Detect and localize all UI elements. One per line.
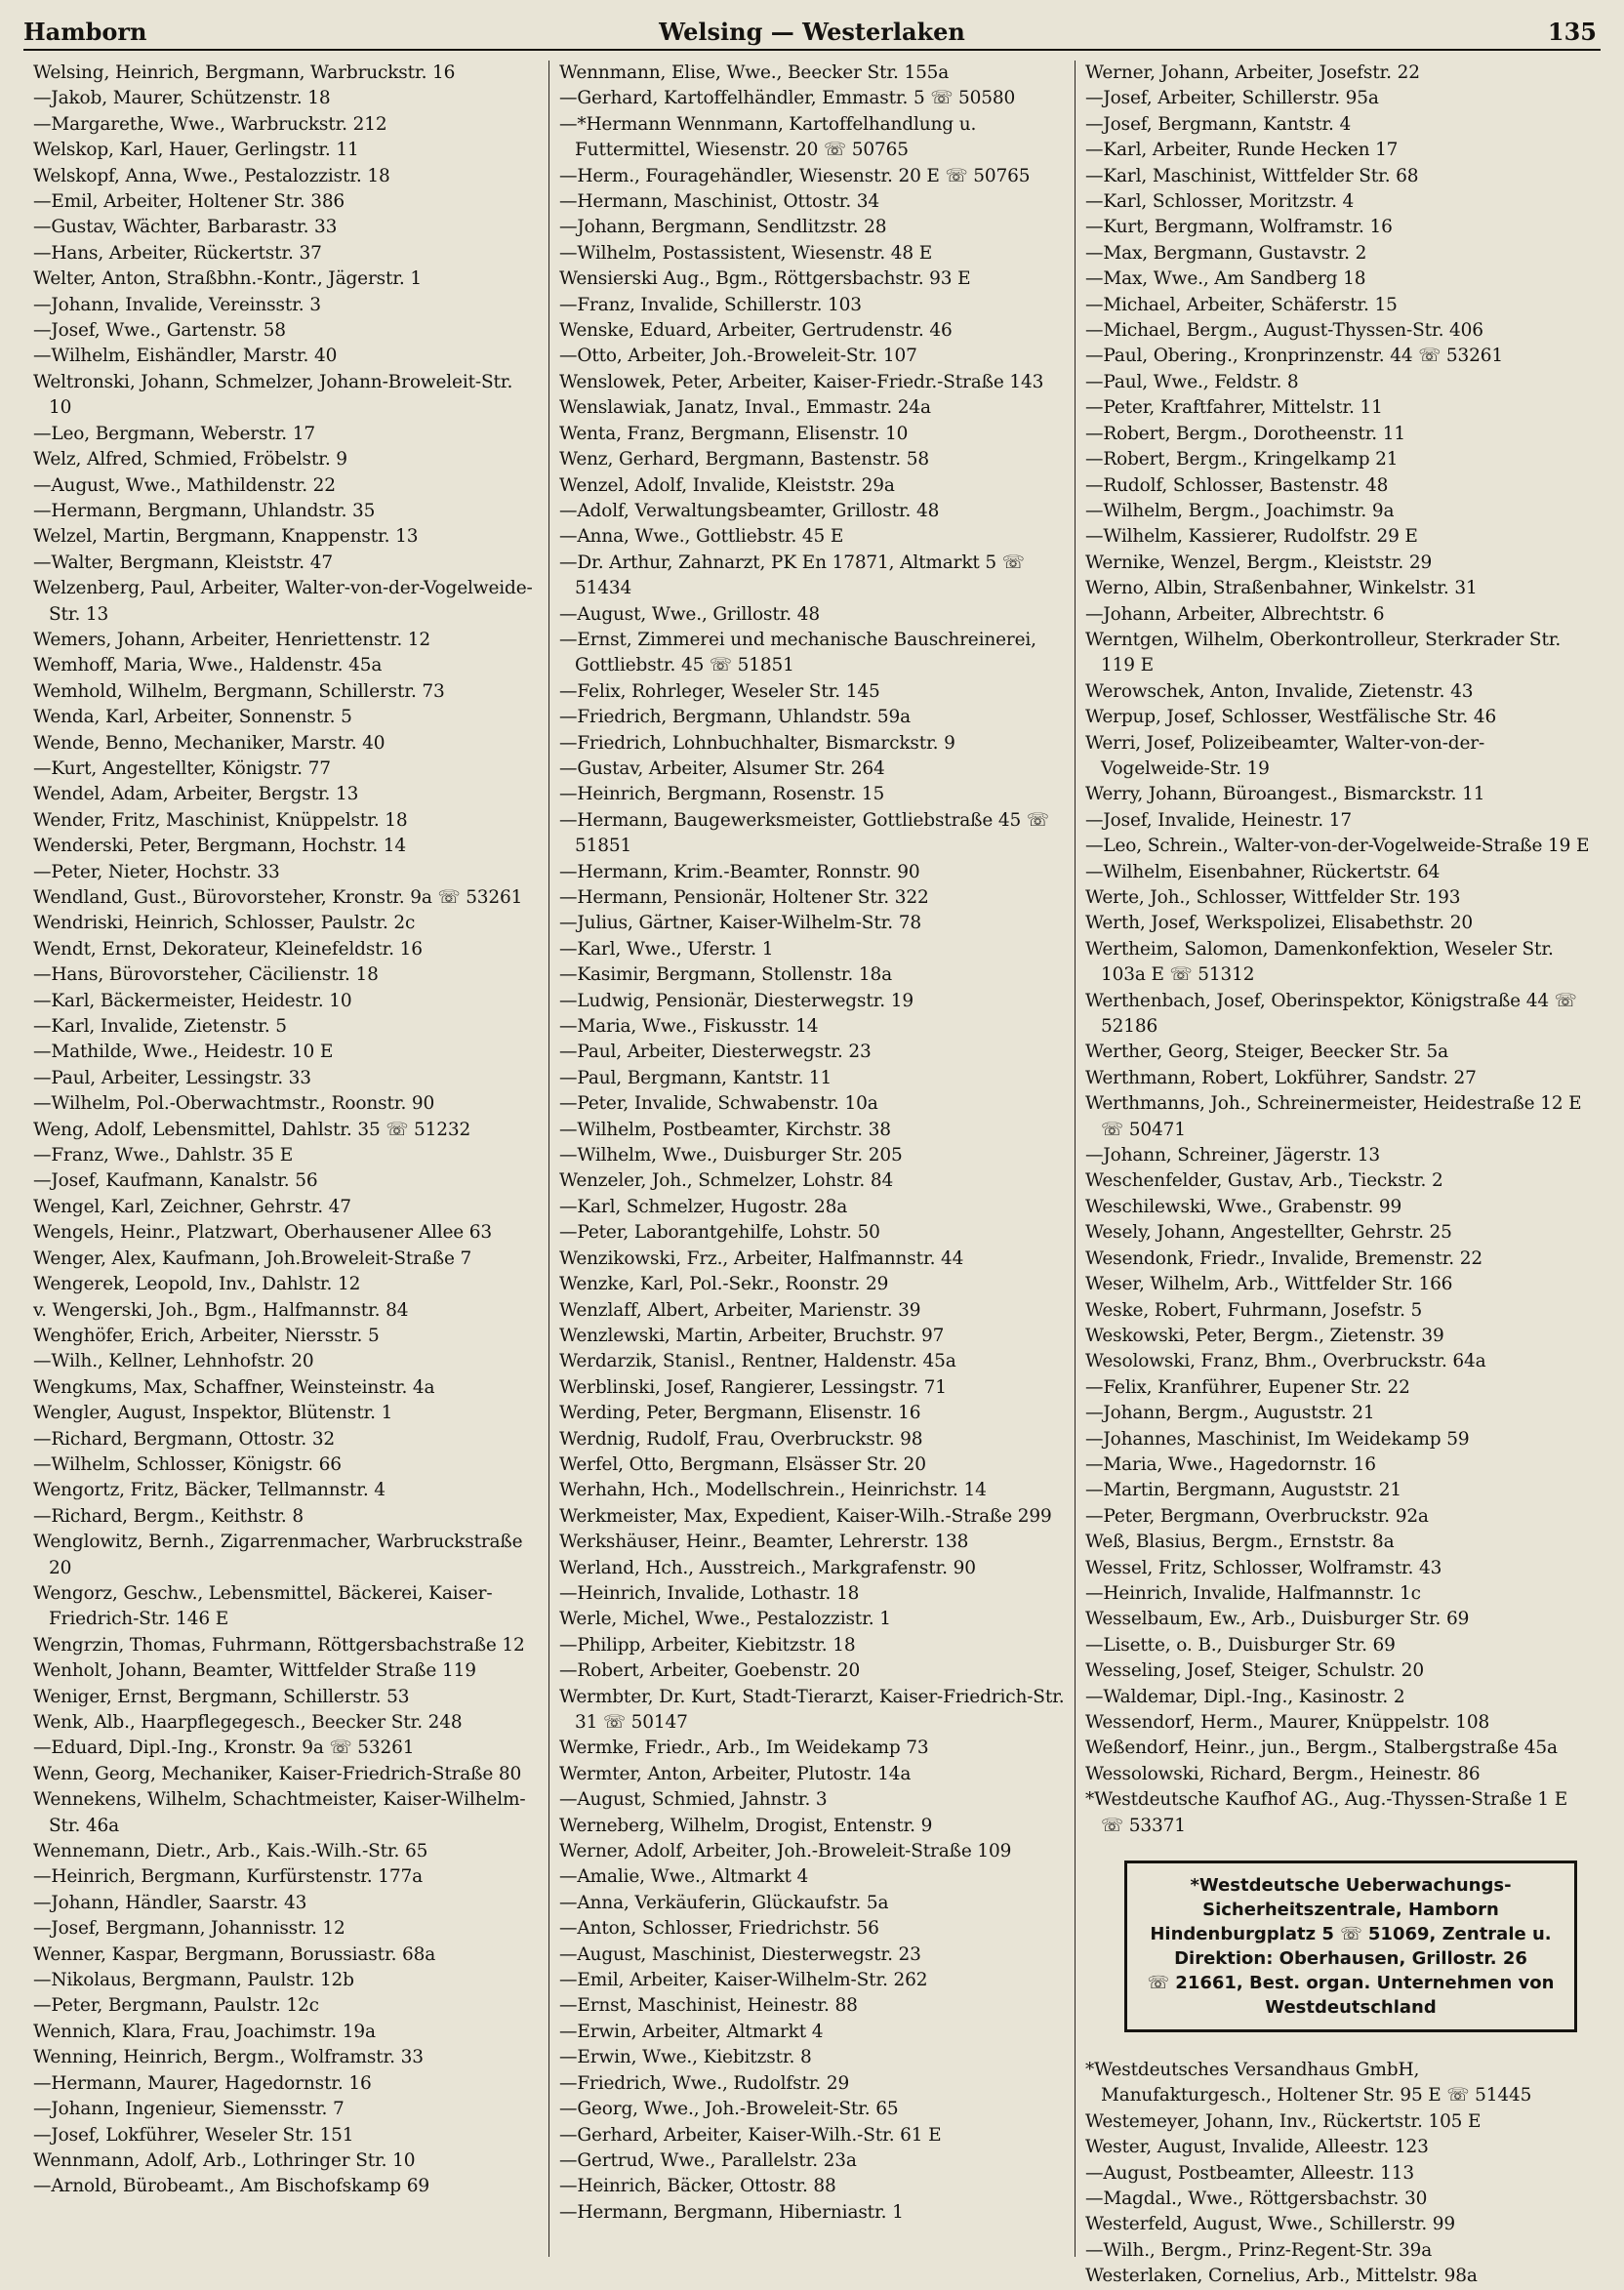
directory-entry: —Gerhard, Kartoffelhändler, Emmastr. 5 ☏ 50580 [559, 88, 1016, 109]
directory-entry: Wende, Benno, Mechaniker, Marstr. 40 [33, 732, 386, 754]
directory-entry: —Lisette, o. B., Duisburger Str. 69 [1085, 1634, 1396, 1656]
header-city: Hamborn [23, 18, 147, 46]
directory-entry: Werthmann, Robert, Lokführer, Sandstr. 27 [1085, 1067, 1477, 1088]
directory-entry: Wenner, Kaspar, Bergmann, Borussiastr. 68a [33, 1943, 436, 1965]
directory-entry: Wesseling, Josef, Steiger, Schulstr. 20 [1085, 1660, 1424, 1682]
directory-entry: —Paul, Bergmann, Kantstr. 11 [559, 1067, 832, 1088]
directory-entry: *Westdeutsches Versandhaus GmbH, Manufakturgesch., Holtener Str. 95 E ☏ 51445 [1085, 2060, 1532, 2106]
directory-entry: —Gerhard, Arbeiter, Kaiser-Wilh.-Str. 61 E [559, 2124, 942, 2146]
directory-entry: Westerfeld, August, Wwe., Schillerstr. 99 [1085, 2214, 1456, 2235]
directory-entry: Wennemann, Dietr., Arb., Kais.-Wilh.-Str. 65 [33, 1841, 428, 1862]
directory-entry: —Johannes, Maschinist, Im Weidekamp 59 [1085, 1428, 1470, 1450]
directory-entry: —Kurt, Angestellter, Königstr. 77 [33, 757, 331, 779]
directory-entry: Wermke, Friedr., Arb., Im Weidekamp 73 [559, 1738, 929, 1759]
directory-entry: Wermter, Anton, Arbeiter, Plutostr. 14a [559, 1763, 912, 1784]
directory-entry: —Heinrich, Bergmann, Rosenstr. 15 [559, 784, 885, 805]
page-header [23, 18, 1601, 51]
directory-entry: —Hermann, Maurer, Hagedornstr. 16 [33, 2072, 372, 2094]
directory-entry: —Richard, Bergmann, Ottostr. 32 [33, 1428, 336, 1450]
directory-entry: Wenzke, Karl, Pol.-Sekr., Roonstr. 29 [559, 1274, 889, 1295]
directory-entry: —*Hermann Wennmann, Kartoffelhandlung u. Futtermittel, Wiesenstr. 20 ☏ 50765 [559, 113, 977, 161]
directory-entry: —Peter, Bergmann, Paulstr. 12c [33, 1995, 319, 2017]
directory-entry: —Amalie, Wwe., Altmarkt 4 [559, 1866, 809, 1888]
directory-entry: —Wilhelm, Postassistent, Wiesenstr. 48 E [559, 242, 933, 264]
directory-entry: Werfel, Otto, Bergmann, Elsässer Str. 20 [559, 1453, 926, 1475]
directory-entry: Wengel, Karl, Zeichner, Gehrstr. 47 [33, 1196, 351, 1217]
directory-entry: —Karl, Invalide, Zietenstr. 5 [33, 1016, 287, 1038]
ad-line: Sicherheitszentrale, Hamborn [1202, 1900, 1499, 1921]
directory-entry: —Dr. Arthur, Zahnarzt, PK En 17871, Altmarkt 5 ☏ 51434 [559, 552, 1025, 599]
directory-entry: Wenzlewski, Martin, Arbeiter, Bruchstr. 97 [559, 1325, 945, 1346]
directory-entry: —August, Wwe., Mathildenstr. 22 [33, 474, 336, 496]
ad-line: ☏ 21661, Best. organ. Unternehmen von [1147, 1973, 1555, 1994]
directory-entry: Wengerek, Leopold, Inv., Dahlstr. 12 [33, 1274, 361, 1295]
directory-entry: Wenske, Eduard, Arbeiter, Gertrudenstr. 46 [559, 320, 953, 342]
directory-entry: Werntgen, Wilhelm, Oberkontrolleur, Sterkrader Str. 119 E [1085, 629, 1562, 676]
directory-entry: —Ernst, Zimmerei und mechanische Bauschreinerei, Gottliebstr. 45 ☏ 51851 [559, 629, 1036, 676]
directory-entry: —Emil, Arbeiter, Holtener Str. 386 [33, 191, 345, 213]
ad-line: Direktion: Oberhausen, Grillostr. 26 [1174, 1948, 1527, 1970]
directory-entry: —Arnold, Bürobeamt., Am Bischofskamp 69 [33, 2176, 429, 2197]
directory-entry: Wesselbaum, Ew., Arb., Duisburger Str. 69 [1085, 1609, 1470, 1630]
directory-entry: Werding, Peter, Bergmann, Elisenstr. 16 [559, 1403, 921, 1424]
directory-entry: —Karl, Schmelzer, Hugostr. 28a [559, 1196, 848, 1217]
directory-entry: Weschenfelder, Gustav, Arb., Tieckstr. 2 [1085, 1170, 1443, 1192]
directory-entry: —Martin, Bergmann, Auguststr. 21 [1085, 1480, 1401, 1501]
directory-entry: Westerlaken, Cornelius, Arb., Mittelstr. 98a [1085, 2266, 1478, 2287]
directory-entry: —Michael, Arbeiter, Schäferstr. 15 [1085, 294, 1398, 315]
directory-entry: —Johann, Ingenieur, Siemensstr. 7 [33, 2099, 345, 2120]
directory-entry: v. Wengerski, Joh., Bgm., Halfmannstr. 84 [33, 1299, 409, 1321]
directory-entry: Welzel, Martin, Bergmann, Knappenstr. 13 [33, 526, 419, 548]
directory-entry: —Wilh., Bergm., Prinz-Regent-Str. 39a [1085, 2239, 1433, 2261]
directory-entry: —Josef, Bergmann, Kantstr. 4 [1085, 113, 1352, 135]
directory-entry: —Wilhelm, Postbeamter, Kirchstr. 38 [559, 1119, 891, 1140]
directory-entry: —Johann, Schreiner, Jägerstr. 13 [1085, 1145, 1381, 1166]
directory-entry: Wengorz, Geschw., Lebensmittel, Bäckerei, Kaiser-Friedrich-Str. 146 E [33, 1582, 493, 1630]
directory-entry: Wesely, Johann, Angestellter, Gehrstr. 25 [1085, 1222, 1452, 1244]
directory-entry: Weniger, Ernst, Bergmann, Schillerstr. 53 [33, 1686, 410, 1707]
directory-entry: —Leo, Bergmann, Weberstr. 17 [33, 423, 315, 444]
directory-entry: Werth, Josef, Werkspolizei, Elisabethstr. 20 [1085, 913, 1473, 934]
directory-entry: —Wilhelm, Pol.-Oberwachtmstr., Roonstr. 90 [33, 1093, 435, 1115]
directory-entry: Wenta, Franz, Bergmann, Elisenstr. 10 [559, 423, 909, 444]
directory-entry: —Heinrich, Bäcker, Ottostr. 88 [559, 2176, 836, 2197]
directory-entry: Weser, Wilhelm, Arb., Wittfelder Str. 166 [1085, 1274, 1453, 1295]
directory-entry: Weng, Adolf, Lebensmittel, Dahlstr. 35 ☏ 51232 [33, 1119, 471, 1140]
directory-entry: —Paul, Arbeiter, Lessingstr. 33 [33, 1067, 311, 1088]
directory-entry: Wengrzin, Thomas, Fuhrmann, Röttgersbachstraße 12 [33, 1634, 525, 1656]
directory-entry: —Anna, Wwe., Gottliebstr. 45 E [559, 526, 844, 548]
directory-entry: —Wilhelm, Schlosser, Königstr. 66 [33, 1453, 342, 1475]
directory-entry: —Karl, Arbeiter, Runde Hecken 17 [1085, 140, 1399, 161]
directory-entry: —Erwin, Wwe., Kiebitzstr. 8 [559, 2047, 812, 2068]
directory-entry: —Walter, Bergmann, Kleiststr. 47 [33, 552, 333, 573]
directory-entry: Wessel, Fritz, Schlosser, Wolframstr. 43 [1085, 1557, 1442, 1578]
directory-entry: —Wilh., Kellner, Lehnhofstr. 20 [33, 1351, 314, 1372]
directory-entry: —Hermann, Krim.-Beamter, Ronnstr. 90 [559, 861, 920, 882]
directory-entry: Werte, Joh., Schlosser, Wittfelder Str. 193 [1085, 887, 1461, 908]
directory-entry: —Peter, Nieter, Hochstr. 33 [33, 861, 280, 882]
directory-entry: —Ludwig, Pensionär, Diesterwegstr. 19 [559, 990, 914, 1011]
directory-entry: Welskopf, Anna, Wwe., Pestalozzistr. 18 [33, 165, 390, 186]
directory-entry: Werri, Josef, Polizeibeamter, Walter-von-der-Vogelweide-Str. 19 [1085, 732, 1485, 779]
directory-entry: —Max, Bergmann, Gustavstr. 2 [1085, 242, 1367, 264]
directory-entry: Wenderski, Peter, Bergmann, Hochstr. 14 [33, 836, 407, 857]
directory-entry: —Wilhelm, Bergm., Joachimstr. 9a [1085, 500, 1395, 521]
directory-entry: —Hans, Bürovorsteher, Cäcilienstr. 18 [33, 964, 379, 986]
directory-entry: Wenzel, Adolf, Invalide, Kleiststr. 29a [559, 474, 895, 496]
directory-entry: Wenzeler, Joh., Schmelzer, Lohstr. 84 [559, 1170, 894, 1192]
directory-entry: Wenn, Georg, Mechaniker, Kaiser-Friedrich-Straße 80 [33, 1763, 522, 1784]
directory-entry: —Gustav, Arbeiter, Alsumer Str. 264 [559, 757, 885, 779]
column-3-entries [1085, 61, 1591, 1839]
directory-entry: Werther, Georg, Steiger, Beecker Str. 5a [1085, 1042, 1449, 1063]
directory-entry: —Hermann, Bergmann, Hiberniastr. 1 [559, 2201, 904, 2223]
directory-entry: Weskowski, Peter, Bergm., Zietenstr. 39 [1085, 1325, 1444, 1346]
ad-line: *Westdeutsche Ueberwachungs- [1190, 1875, 1512, 1897]
directory-entry: Welsing, Heinrich, Bergmann, Warbruckstr. 16 [33, 62, 456, 83]
directory-entry: —Josef, Bergmann, Johannisstr. 12 [33, 1918, 345, 1940]
directory-entry: Wennich, Klara, Frau, Joachimstr. 19a [33, 2021, 376, 2042]
directory-entry: —Michael, Bergm., August-Thyssen-Str. 406 [1085, 320, 1483, 342]
directory-entry: —Johann, Arbeiter, Albrechtstr. 6 [1085, 603, 1385, 625]
directory-entry: Wenslawiak, Janatz, Inval., Emmastr. 24a [559, 397, 931, 419]
directory-entry: —Paul, Obering., Kronprinzenstr. 44 ☏ 53261 [1085, 346, 1504, 367]
directory-entry: Welzenberg, Paul, Arbeiter, Walter-von-der-Vogelweide-Str. 13 [33, 578, 533, 625]
column-3 [1075, 61, 1601, 2287]
directory-entry: —Magdal., Wwe., Röttgersbachstr. 30 [1085, 2188, 1428, 2210]
directory-entry: Wenz, Gerhard, Bergmann, Bastenstr. 58 [559, 449, 929, 470]
directory-entry: —Heinrich, Invalide, Lothastr. 18 [559, 1582, 860, 1604]
directory-entry: —Leo, Schrein., Walter-von-der-Vogelweide-Straße 19 E [1085, 836, 1590, 857]
directory-entry: —Heinrich, Invalide, Halfmannstr. 1c [1085, 1582, 1421, 1604]
directory-entry: Weschilewski, Wwe., Grabenstr. 99 [1085, 1196, 1402, 1217]
directory-entry: —Nikolaus, Bergmann, Paulstr. 12b [33, 1970, 354, 1991]
directory-entry: —Josef, Lokführer, Weseler Str. 151 [33, 2124, 354, 2146]
directory-entry: —Friedrich, Wwe., Rudolfstr. 29 [559, 2072, 850, 2094]
advertisement-box [1124, 1861, 1577, 2032]
directory-entry: —Philipp, Arbeiter, Kiebitzstr. 18 [559, 1634, 856, 1656]
directory-entry: Werle, Michel, Wwe., Pestalozzistr. 1 [559, 1609, 891, 1630]
directory-entry: Wemers, Johann, Arbeiter, Henriettenstr. 12 [33, 629, 431, 650]
directory-entry: Werland, Hch., Ausstreich., Markgrafenstr. 90 [559, 1557, 976, 1578]
directory-entry: —Rudolf, Schlosser, Bastenstr. 48 [1085, 474, 1389, 496]
directory-entry: Westemeyer, Johann, Inv., Rückertstr. 105 E [1085, 2110, 1482, 2132]
directory-entry: —Hermann, Baugewerksmeister, Gottliebstraße 45 ☏ 51851 [559, 809, 1049, 857]
directory-entry: Wennmann, Adolf, Arb., Lothringer Str. 10 [33, 2149, 416, 2171]
directory-entry: Weßendorf, Heinr., jun., Bergm., Stalbergstraße 45a [1085, 1738, 1558, 1759]
directory-entry: —Karl, Bäckermeister, Heidestr. 10 [33, 990, 352, 1011]
directory-entry: —Josef, Arbeiter, Schillerstr. 95a [1085, 88, 1379, 109]
columns [23, 61, 1601, 2287]
directory-entry: Werkmeister, Max, Expedient, Kaiser-Wilh.-Straße 299 [559, 1505, 1052, 1527]
ad-line: Westdeutschland [1265, 1997, 1437, 2019]
directory-entry: Werno, Albin, Straßenbahner, Winkelstr. 31 [1085, 578, 1478, 599]
directory-entry: Wengkums, Max, Schaffner, Weinsteinstr. 4a [33, 1376, 435, 1398]
directory-entry: —Hermann, Bergmann, Uhlandstr. 35 [33, 500, 376, 521]
directory-entry: Werdarzik, Stanisl., Rentner, Haldenstr. 45a [559, 1351, 956, 1372]
directory-entry: —Hermann, Maschinist, Ottostr. 34 [559, 191, 880, 213]
directory-entry: Werry, Johann, Büroangest., Bismarckstr. 11 [1085, 784, 1485, 805]
directory-entry: —Hermann, Pensionär, Holtener Str. 322 [559, 887, 929, 908]
directory-entry: Werdnig, Rudolf, Frau, Overbruckstr. 98 [559, 1428, 923, 1450]
directory-entry: Wenslowek, Peter, Arbeiter, Kaiser-Friedr.-Straße 143 [559, 371, 1044, 392]
directory-entry: —Julius, Gärtner, Kaiser-Wilhelm-Str. 78 [559, 913, 921, 934]
directory-entry: —Peter, Bergmann, Overbruckstr. 92a [1085, 1505, 1429, 1527]
directory-entry: Weltronski, Johann, Schmelzer, Johann-Broweleit-Str. 10 [33, 371, 513, 419]
directory-entry: —Anton, Schlosser, Friedrichstr. 56 [559, 1918, 879, 1940]
directory-entry: —Felix, Rohrleger, Weseler Str. 145 [559, 680, 880, 702]
directory-entry: Werthenbach, Josef, Oberinspektor, Königstraße 44 ☏ 52186 [1085, 990, 1577, 1038]
directory-entry: —Maria, Wwe., Hagedornstr. 16 [1085, 1453, 1376, 1475]
directory-entry: Wessendorf, Herm., Maurer, Knüppelstr. 108 [1085, 1712, 1490, 1733]
directory-entry: Wenzikowski, Frz., Arbeiter, Halfmannstr. 44 [559, 1247, 964, 1269]
directory-entry: Wengels, Heinr., Platzwart, Oberhausener Allee 63 [33, 1222, 493, 1244]
directory-entry: —Jakob, Maurer, Schützenstr. 18 [33, 88, 331, 109]
directory-entry: —Gertrud, Wwe., Parallelstr. 23a [559, 2149, 857, 2171]
directory-entry: —Erwin, Arbeiter, Altmarkt 4 [559, 2021, 824, 2042]
directory-entry: —August, Maschinist, Diesterwegstr. 23 [559, 1943, 921, 1965]
directory-entry: Wenning, Heinrich, Bergm., Wolframstr. 33 [33, 2047, 424, 2068]
directory-entry: —Gustav, Wächter, Barbarastr. 33 [33, 217, 338, 238]
directory-entry: —Adolf, Verwaltungsbeamter, Grillostr. 48 [559, 500, 940, 521]
directory-entry: Wennekens, Wilhelm, Schachtmeister, Kaiser-Wilhelm-Str. 46a [33, 1789, 526, 1836]
directory-entry: —Johann, Invalide, Vereinsstr. 3 [33, 294, 321, 315]
directory-entry: Werhahn, Hch., Modellschrein., Heinrichstr. 14 [559, 1480, 987, 1501]
directory-entry: —Karl, Schlosser, Moritzstr. 4 [1085, 191, 1355, 213]
directory-entry: Wenholt, Johann, Beamter, Wittfelder Straße 119 [33, 1660, 476, 1682]
directory-entry: —August, Postbeamter, Alleestr. 113 [1085, 2162, 1414, 2184]
directory-entry: —Josef, Wwe., Gartenstr. 58 [33, 320, 286, 342]
directory-entry: —Herm., Fouragehändler, Wiesenstr. 20 E ☏ 50765 [559, 165, 1031, 186]
directory-entry: —Karl, Maschinist, Wittfelder Str. 68 [1085, 165, 1419, 186]
directory-entry: —Richard, Bergm., Keithstr. 8 [33, 1505, 304, 1527]
directory-entry: —Karl, Wwe., Uferstr. 1 [559, 938, 774, 960]
directory-entry: —Friedrich, Bergmann, Uhlandstr. 59a [559, 707, 911, 728]
directory-entry: Wennmann, Elise, Wwe., Beecker Str. 155a [559, 62, 950, 83]
directory-entry: —Mathilde, Wwe., Heidestr. 10 E [33, 1042, 334, 1063]
directory-entry: —Friedrich, Lohnbuchhalter, Bismarckstr. 9 [559, 732, 955, 754]
page-number: 135 [1547, 18, 1597, 46]
directory-entry: Wester, August, Invalide, Alleestr. 123 [1085, 2137, 1429, 2158]
directory-entry: —Franz, Invalide, Schillerstr. 103 [559, 294, 862, 315]
ad-line: Hindenburgplatz 5 ☏ 51069, Zentrale u. [1150, 1924, 1552, 1945]
directory-entry: Wengler, August, Inspektor, Blütenstr. 1 [33, 1403, 393, 1424]
directory-entry: Welskop, Karl, Hauer, Gerlingstr. 11 [33, 140, 359, 161]
column-1 [23, 61, 548, 2257]
directory-entry: —August, Wwe., Grillostr. 48 [559, 603, 821, 625]
directory-entry: —Franz, Wwe., Dahlstr. 35 E [33, 1145, 294, 1166]
directory-entry: —Johann, Bergm., Auguststr. 21 [1085, 1403, 1375, 1424]
directory-entry: Werneberg, Wilhelm, Drogist, Entenstr. 9 [559, 1815, 933, 1836]
directory-entry: Wenda, Karl, Arbeiter, Sonnenstr. 5 [33, 707, 352, 728]
directory-entry: Werkshäuser, Heinr., Beamter, Lehrerstr. 138 [559, 1532, 969, 1553]
directory-entry: —Hans, Arbeiter, Rückertstr. 37 [33, 242, 322, 264]
directory-entry: Weske, Robert, Fuhrmann, Josefstr. 5 [1085, 1299, 1423, 1321]
directory-entry: —Maria, Wwe., Fiskusstr. 14 [559, 1016, 819, 1038]
directory-entry: Wernike, Wenzel, Bergm., Kleiststr. 29 [1085, 552, 1433, 573]
directory-entry: Wendt, Ernst, Dekorateur, Kleinefeldstr. 16 [33, 938, 423, 960]
directory-entry: —August, Schmied, Jahnstr. 3 [559, 1789, 828, 1811]
directory-entry: —Josef, Kaufmann, Kanalstr. 56 [33, 1170, 318, 1192]
directory-entry: Wesolowski, Franz, Bhm., Overbruckstr. 64a [1085, 1351, 1486, 1372]
directory-entry: —Wilhelm, Wwe., Duisburger Str. 205 [559, 1145, 903, 1166]
header-range: Welsing — Westerlaken [659, 18, 965, 46]
directory-entry: —Heinrich, Bergmann, Kurfürstenstr. 177a [33, 1866, 424, 1888]
directory-entry: —Josef, Invalide, Heinestr. 17 [1085, 809, 1352, 831]
directory-entry: —Paul, Wwe., Feldstr. 8 [1085, 371, 1299, 392]
directory-entry: —Max, Wwe., Am Sandberg 18 [1085, 268, 1366, 290]
directory-entry: Wendriski, Heinrich, Schlosser, Paulstr. 2c [33, 913, 416, 934]
directory-entry: Werowschek, Anton, Invalide, Zietenstr. 43 [1085, 680, 1474, 702]
directory-entry: —Waldemar, Dipl.-Ing., Kasinostr. 2 [1085, 1686, 1405, 1707]
directory-entry: Wertheim, Salomon, Damenkonfektion, Weseler Str. 103a E ☏ 51312 [1085, 938, 1554, 986]
directory-entry: —Johann, Händler, Saarstr. 43 [33, 1892, 307, 1913]
directory-entry: Wemhold, Wilhelm, Bergmann, Schillerstr. 73 [33, 680, 445, 702]
directory-entry: Wermbter, Dr. Kurt, Stadt-Tierarzt, Kaiser-Friedrich-Str. 31 ☏ 50147 [559, 1686, 1065, 1733]
directory-entry: —Robert, Arbeiter, Goebenstr. 20 [559, 1660, 861, 1682]
directory-entry: Werthmanns, Joh., Schreinermeister, Heidestraße 12 E ☏ 50471 [1085, 1093, 1582, 1140]
directory-entry: —Peter, Invalide, Schwabenstr. 10a [559, 1093, 878, 1115]
directory-entry: Wesendonk, Friedr., Invalide, Bremenstr. 22 [1085, 1247, 1482, 1269]
directory-entry: Wenger, Alex, Kaufmann, Joh.Broweleit-Straße 7 [33, 1247, 472, 1269]
directory-entry: Werner, Johann, Arbeiter, Josefstr. 22 [1085, 62, 1420, 83]
directory-entry: Wenghöfer, Erich, Arbeiter, Niersstr. 5 [33, 1325, 380, 1346]
directory-entry: —Kasimir, Bergmann, Stollenstr. 18a [559, 964, 892, 986]
directory-entry: Welter, Anton, Straßbhn.-Kontr., Jägerstr. 1 [33, 268, 423, 290]
directory-entry: —Felix, Kranführer, Eupener Str. 22 [1085, 1376, 1410, 1398]
directory-entry: —Robert, Bergm., Kringelkamp 21 [1085, 449, 1399, 470]
directory-entry: —Anna, Verkäuferin, Glückaufstr. 5a [559, 1892, 889, 1913]
directory-entry: Wemhoff, Maria, Wwe., Haldenstr. 45a [33, 655, 383, 676]
column-2 [548, 61, 1075, 2257]
directory-entry: —Georg, Wwe., Joh.-Broweleit-Str. 65 [559, 2099, 899, 2120]
directory-entry: —Peter, Kraftfahrer, Mittelstr. 11 [1085, 397, 1383, 419]
directory-entry: Werblinski, Josef, Rangierer, Lessingstr. 71 [559, 1376, 947, 1398]
directory-entry: —Wilhelm, Eisenbahner, Rückertstr. 64 [1085, 861, 1441, 882]
directory-entry: Wenglowitz, Bernh., Zigarrenmacher, Warbruckstraße 20 [33, 1532, 523, 1578]
directory-entry: —Emil, Arbeiter, Kaiser-Wilhelm-Str. 262 [559, 1970, 928, 1991]
directory-entry: —Ernst, Maschinist, Heinestr. 88 [559, 1995, 858, 2017]
directory-entry: Wendel, Adam, Arbeiter, Bergstr. 13 [33, 784, 359, 805]
directory-entry: —Kurt, Bergmann, Wolframstr. 16 [1085, 217, 1393, 238]
directory-entry: Wessolowski, Richard, Bergm., Heinestr. 86 [1085, 1763, 1481, 1784]
directory-entry: —Eduard, Dipl.-Ing., Kronstr. 9a ☏ 53261 [33, 1738, 415, 1759]
directory-entry: —Paul, Arbeiter, Diesterwegstr. 23 [559, 1042, 872, 1063]
directory-entry: Werpup, Josef, Schlosser, Westfälische Str. 46 [1085, 707, 1497, 728]
directory-entry: —Peter, Laborantgehilfe, Lohstr. 50 [559, 1222, 880, 1244]
directory-entry: —Otto, Arbeiter, Joh.-Broweleit-Str. 107 [559, 346, 917, 367]
directory-entry: Werner, Adolf, Arbeiter, Joh.-Broweleit-Straße 109 [559, 1841, 1012, 1862]
directory-entry: —Robert, Bergm., Dorotheenstr. 11 [1085, 423, 1406, 444]
column-3-entries-after-ad [1085, 2058, 1591, 2290]
directory-entry: Wender, Fritz, Maschinist, Knüppelstr. 18 [33, 809, 408, 831]
directory-entry: Weß, Blasius, Bergm., Ernststr. 8a [1085, 1532, 1395, 1553]
directory-entry: Wendland, Gust., Bürovorsteher, Kronstr. 9a ☏ 53261 [33, 887, 523, 908]
directory-entry: —Wilhelm, Kassierer, Rudolfstr. 29 E [1085, 526, 1418, 548]
directory-entry: Wensierski Aug., Bgm., Röttgersbachstr. 93 E [559, 268, 971, 290]
directory-entry: —Margarethe, Wwe., Warbruckstr. 212 [33, 113, 387, 135]
directory-entry: —Wilhelm, Eishändler, Marstr. 40 [33, 346, 338, 367]
directory-entry: Wenzlaff, Albert, Arbeiter, Marienstr. 39 [559, 1299, 921, 1321]
directory-entry: Wenk, Alb., Haarpflegegesch., Beecker Str. 248 [33, 1712, 463, 1733]
directory-entry: *Westdeutsche Kaufhof AG., Aug.-Thyssen-Straße 1 E ☏ 53371 [1085, 1789, 1568, 1836]
directory-entry: Welz, Alfred, Schmied, Fröbelstr. 9 [33, 449, 347, 470]
directory-entry: Wengortz, Fritz, Bäcker, Tellmannstr. 4 [33, 1480, 386, 1501]
directory-entry: —Johann, Bergmann, Sendlitzstr. 28 [559, 217, 887, 238]
